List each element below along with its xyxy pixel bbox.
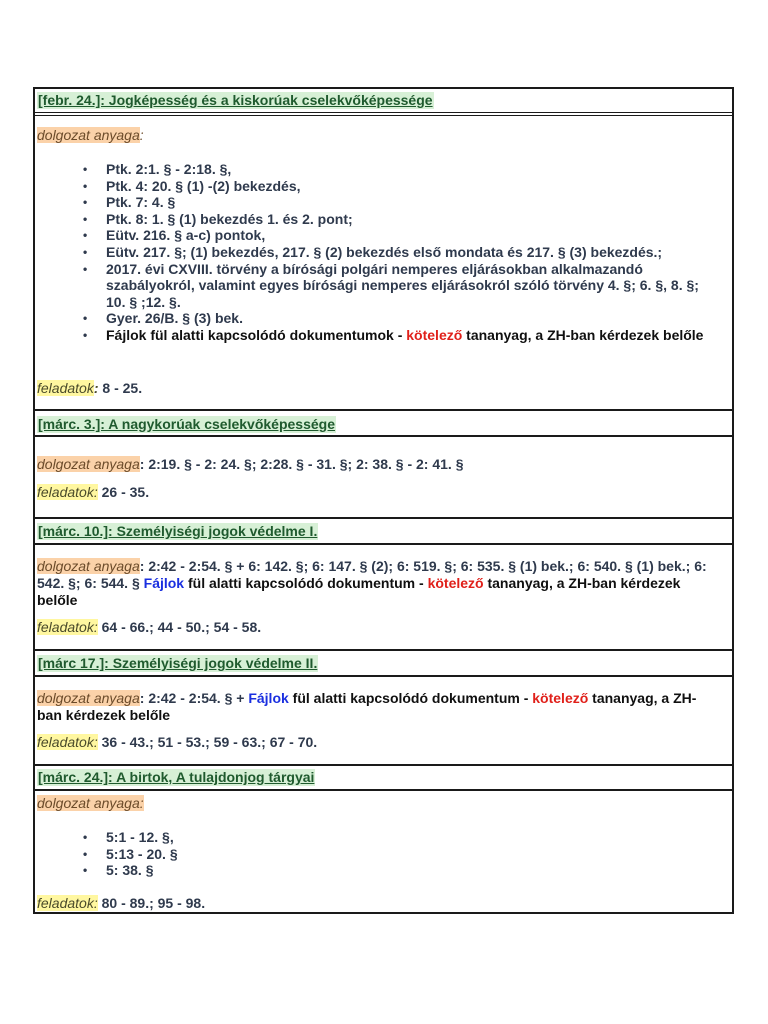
list-item: • Eütv. 216. § a-c) pontok, — [106, 227, 722, 244]
tasks-label: feladatok — [37, 380, 94, 396]
files-text-after: tananyag, a ZH-ban kérdezek belőle — [37, 575, 681, 608]
list-item-files — [106, 327, 722, 344]
list-item: • Ptk. 7: 4. § — [106, 194, 722, 211]
files-text: Fájlok fül alatti kapcsolódó dokumentumok - — [106, 326, 407, 343]
divider — [35, 409, 732, 411]
tasks-line — [37, 734, 720, 751]
tasks-line — [37, 619, 720, 636]
files-text-after: tananyag, a ZH-ban kérdezek belőle — [462, 326, 704, 343]
material-line — [37, 127, 720, 144]
tasks-label: feladatok: — [37, 734, 98, 750]
divider — [35, 435, 732, 437]
divider — [35, 764, 732, 766]
material-line — [37, 690, 720, 724]
tasks-line — [37, 895, 720, 912]
section-heading-marc-10: [márc. 10.]: Személyiségi jogok védelme I. — [38, 523, 318, 539]
list-item: • 5:13 - 20. § — [106, 846, 722, 863]
divider — [35, 517, 732, 519]
tasks-value: 80 - 89.; 95 - 98. — [97, 895, 206, 911]
tasks-value: 36 - 43.; 51 - 53.; 59 - 63.; 67 - 70. — [97, 734, 318, 750]
section-heading-marc-3: [márc. 3.]: A nagykorúak cselekvőképessége — [38, 416, 336, 432]
divider — [35, 789, 732, 791]
material-line — [37, 795, 720, 812]
files-link[interactable]: Fájlok — [143, 575, 185, 591]
tasks-label: feladatok: — [37, 619, 98, 635]
section-heading-febr-24: [febr. 24.]: Jogképesség és a kiskorúak cselekvőképessége — [38, 92, 433, 108]
divider — [35, 543, 732, 545]
section-heading-marc-17: [márc 17.]: Személyiségi jogok védelme II. — [38, 655, 318, 671]
mandatory-label: kötelező — [532, 690, 589, 706]
material-text: : 2:42 - 2:54. § + — [139, 690, 249, 706]
section-heading-marc-24: [márc. 24.]: A birtok, A tulajdonjog tárgyai — [38, 769, 315, 785]
list-item: • 5:1 - 12. §, — [106, 829, 722, 846]
list-item: • Ptk. 2:1. § - 2:18. §, — [106, 161, 722, 178]
material-label: dolgozat anyaga — [37, 456, 140, 472]
files-text-after: tananyag, a ZH-ban kérdezek belőle — [37, 690, 697, 723]
mandatory-label: kötelező — [427, 575, 484, 591]
tasks-colon: : — [93, 380, 99, 396]
divider — [35, 649, 732, 651]
material-line — [37, 558, 720, 609]
files-link[interactable]: Fájlok — [248, 690, 289, 706]
schedule-document — [33, 87, 734, 914]
tasks-value: 64 - 66.; 44 - 50.; 54 - 58. — [97, 619, 262, 635]
tasks-line — [37, 484, 720, 501]
divider — [35, 675, 732, 677]
list-item: • Eütv. 217. §; (1) bekezdés, 217. § (2) bekezdés első mondata és 217. § (3) bekezdés.; — [106, 244, 722, 261]
material-line — [37, 456, 720, 473]
divider — [35, 112, 732, 116]
material-list — [35, 161, 722, 344]
tasks-value: 8 - 25. — [98, 380, 143, 396]
list-item: • Ptk. 4: 20. § (1) -(2) bekezdés, — [106, 178, 722, 195]
mandatory-label: kötelező — [406, 326, 463, 343]
tasks-label: feladatok: — [37, 484, 98, 500]
tasks-label: feladatok: — [37, 895, 98, 911]
material-colon: : — [139, 127, 144, 143]
list-item: • Gyer. 26/B. § (3) bek. — [106, 310, 722, 327]
material-label: dolgozat anyaga: — [37, 795, 144, 811]
files-text: fül alatti kapcsolódó dokumentum - — [184, 575, 428, 591]
material-label: dolgozat anyaga — [37, 558, 140, 574]
material-text: : 2:19. § - 2: 24. §; 2:28. § - 31. §; 2: 38. § - 2: 41. § — [139, 456, 464, 472]
material-text: : 2:42 - 2:54. § + 6: 142. §; 6: 147. § (2); 6: 519. §; 6: 535. § (1) bek.; 6: 540. § (1) bek.; 6: 542. §; 6: 544. § — [37, 558, 707, 591]
list-item: • 5: 38. § — [106, 862, 722, 879]
material-label: dolgozat anyaga — [37, 127, 140, 143]
material-list — [35, 829, 722, 879]
tasks-line — [37, 380, 720, 397]
tasks-value: 26 - 35. — [97, 484, 150, 500]
list-item: • Ptk. 8: 1. § (1) bekezdés 1. és 2. pont; — [106, 211, 722, 228]
files-text: fül alatti kapcsolódó dokumentum - — [288, 690, 533, 706]
material-label: dolgozat anyaga — [37, 690, 140, 706]
list-item: • 2017. évi CXVIII. törvény a bírósági polgári nemperes eljárásokban alkalmazandó szabályokról, valamint egyes bírósági nemperes eljárásokról szóló törvény 4. §; 6. §, 8. §; 10. § ;12. §. — [106, 261, 722, 311]
